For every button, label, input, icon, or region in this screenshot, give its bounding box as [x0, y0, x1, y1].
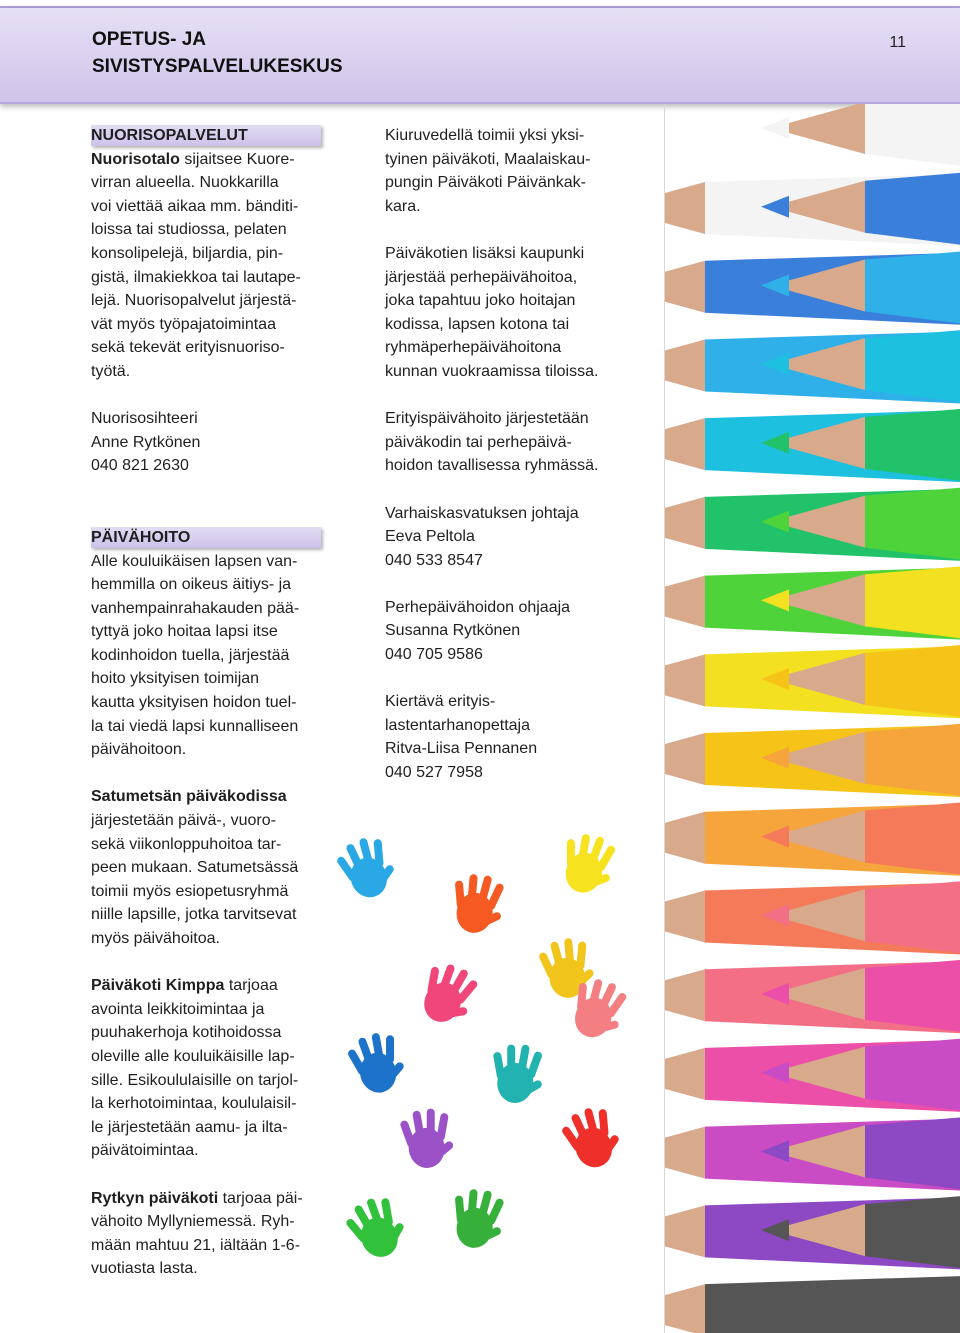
- middle-column: [385, 124, 635, 785]
- hand-print-1: [554, 828, 621, 899]
- nuoriso-contact: Nuorisosihteeri Anne Rytkönen 040 821 2630: [91, 410, 201, 475]
- hand-print-11: [340, 1190, 413, 1266]
- kimppa-bold: Päiväkoti Kimppa: [91, 977, 225, 995]
- hand-print-9: [557, 1101, 627, 1175]
- header-title-line1: OPETUS- JA: [92, 29, 207, 50]
- hand-prints-image: [326, 820, 656, 1300]
- hand-print-4: [411, 956, 484, 1032]
- rytky-bold: Rytkyn päiväkoti: [91, 1189, 219, 1207]
- contact-erityislastentarhanopettaja: Kiertävä erityis- lastentarhanopettaja Ritva-Liisa Pennanen 040 527 7958: [385, 693, 538, 782]
- nuorisotalo-paragraph: Nuorisotalo sijaitsee Kuore- virran alueella. Nuokkarilla voi viettää aikaa mm. bänditi- loissa tai studiossa, pelaten konsolipelejä, biljardia, pin- gistä, ilmakiekkoa tai lautape- lejä. Nuorisopalvelut järjestä- vät myös työpajatoimintaa sekä tekevät erityisnuoriso- työtä.: [91, 150, 301, 380]
- hand-print-0: [332, 831, 402, 905]
- paivahoito-paragraph: Alle kouluikäisen lapsen van- hemmilla on oikeus äitiys- ja vanhempainrahakauden pää- tyttyä joko hoitaa lapsi itse kodinhoidon tuella, järjestää hoito yksityisen toimijan kautta yksityisen hoidon tuel- la tai viedä lapsi kunnalliseen päivähoitoon.: [91, 552, 300, 759]
- kimppa-paragraph: Päiväkoti Kimppa tarjoaa avointa leikkitoimintaa ja puuhakerhoja kotihoidossa oleville alle kouluikäisille lap- sille. Esikoululaisille on tarjol- la kerhotoimintaa, koululaisil- le järjestetään aamu- ja ilta- päivätoimintaa.: [91, 977, 299, 1160]
- page-header: [0, 6, 960, 104]
- hand-print-6: [344, 1028, 411, 1099]
- satumetsa-paragraph: Satumetsän päiväkodissa järjestetään päivä-, vuoro- sekä viikonloppuhoitoa tar- peen mukaan. Satumetsässä toimii myös esiopetusryhmä niille lapsille, jotka tarvitsevat myös päivähoitoa.: [91, 788, 299, 947]
- satumetsa-bold: Satumetsän päiväkodissa: [91, 788, 287, 806]
- perhepaivahoito-paragraph: Päiväkotien lisäksi kaupunki järjestää perhepäivähoitoa, joka tapahtuu joko hoitajan kodissa, lapsen kotona tai ryhmäperhepäivähoitona kunnan vuokraamissa tiloissa.: [385, 244, 599, 380]
- section-heading-paivahoito: PÄIVÄHOITO: [91, 527, 321, 548]
- erityispaivahoito-paragraph: Erityispäivähoito järjestetään päiväkodin tai perhepäivä- hoidon tavallisessa ryhmässä.: [385, 410, 599, 475]
- left-column: [91, 124, 331, 1281]
- header-title-line2: SIVISTYSPALVELUKESKUS: [92, 56, 343, 77]
- page-number: 11: [889, 34, 906, 51]
- contact-perhepaivahoito: Perhepäivähoidon ohjaaja Susanna Rytkönen 040 705 9586: [385, 598, 571, 664]
- hand-print-3: [536, 934, 599, 1002]
- hand-print-10: [446, 1185, 509, 1253]
- header-title: [92, 26, 412, 80]
- hand-print-2: [446, 870, 509, 938]
- nuorisotalo-bold: Nuorisotalo: [91, 150, 180, 168]
- colored-pencils-image: [664, 104, 960, 1333]
- kiuruvesi-paragraph: Kiuruvedellä toimii yksi yksi- tyinen päiväkoti, Maalaiskau- pungin Päiväkoti Päivänkak- kara.: [385, 127, 591, 215]
- hand-print-8: [398, 1106, 456, 1170]
- hand-print-7: [489, 1042, 547, 1106]
- rytky-paragraph: Rytkyn päiväkoti tarjoaa päi- vähoito Myllyniemessä. Ryh- mään mahtuu 21, iältään 1-6- vuotiasta lasta.: [91, 1189, 303, 1278]
- contact-varhaiskasvatus: Varhaiskasvatuksen johtaja Eeva Peltola 040 533 8547: [385, 504, 579, 569]
- section-heading-nuorisopalvelut: NUORISOPALVELUT: [91, 125, 321, 146]
